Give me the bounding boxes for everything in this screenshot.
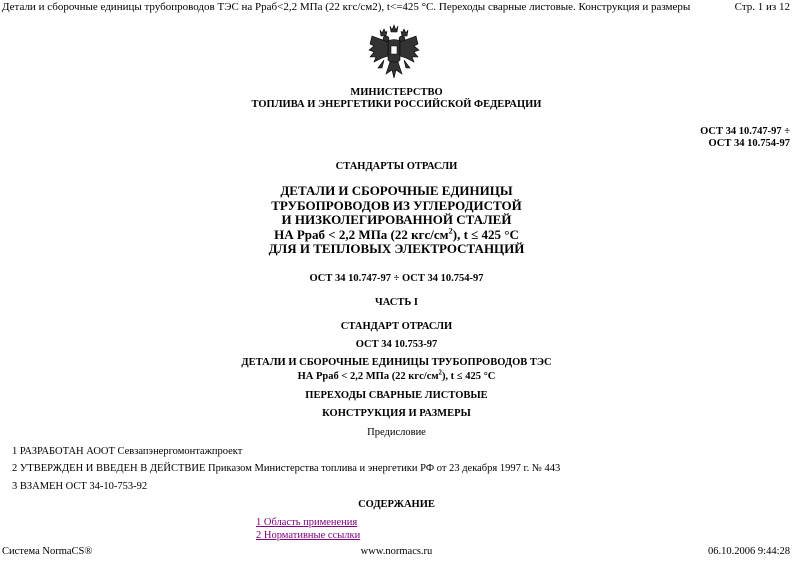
item-replaces: 3 ВЗАМЕН ОСТ 34-10-753-92 [12, 481, 148, 492]
item-approved: 2 УТВЕРЖДЕН И ВВЕДЕН В ДЕЙСТВИЕ Приказом Министерства топлива и энергетики РФ от 23 декабря 1997 г. № 443 [12, 463, 561, 474]
main-title [0, 184, 793, 257]
item-developed: 1 РАЗРАБОТАН АООТ Севзапэнергомонтажпроект [12, 446, 243, 457]
transitions-title: ПЕРЕХОДЫ СВАРНЫЕ ЛИСТОВЫЕ [305, 390, 488, 401]
main-title-line5: ДЛЯ И ТЕПЛОВЫХ ЭЛЕКТРОСТАНЦИЙ [268, 241, 525, 256]
main-title-line2: ТРУБОПРОВОДОВ ИЗ УГЛЕРОДИСТОЙ [271, 197, 522, 213]
subtitle-line2-post: ), t ≤ 425 °С [441, 371, 496, 382]
subtitle-line2-pre: НА Рраб < 2,2 МПа (22 кгс/см [297, 371, 439, 382]
coat-of-arms-icon [366, 24, 422, 82]
ministry-line2: ТОПЛИВА И ЭНЕРГЕТИКИ РОССИЙСКОЙ ФЕДЕРАЦИИ [251, 99, 542, 110]
toc-link-scope[interactable]: 1 Область применения [256, 517, 358, 528]
toc-link-references[interactable]: 2 Нормативные ссылки [256, 530, 361, 541]
table-of-contents [256, 516, 360, 542]
header-page-number: Стр. 1 из 12 [734, 1, 790, 13]
subtitle-line2-sup: 2 [438, 369, 442, 377]
standard-range: ОСТ 34 10.747-97 ÷ ОСТ 34 10.754-97 [309, 273, 484, 284]
contents-heading: СОДЕРЖАНИЕ [358, 499, 435, 510]
standards-title: СТАНДАРТЫ ОТРАСЛИ [335, 161, 458, 172]
header-title: Детали и сборочные единицы трубопроводов ТЭС на Рраб<2,2 МПа (22 кгс/см2), t<=425 °С. Переходы сварные листовые. Конструкция и размеры [2, 1, 691, 13]
construction-title: КОНСТРУКЦИЯ И РАЗМЕРЫ [322, 408, 471, 419]
preface-label: Предисловие [367, 427, 426, 438]
footer-url: www.normacs.ru [360, 546, 433, 557]
main-title-line4-pre: НА Рраб < 2,2 МПа (22 кгс/см [274, 226, 449, 242]
standard-code: ОСТ 34 10.753-97 [355, 339, 438, 350]
main-title-line4-sup: 2 [448, 225, 453, 236]
ministry-line1: МИНИСТЕРСТВО [350, 87, 443, 98]
doc-code-line1: ОСТ 34 10.747-97 ÷ [700, 126, 790, 137]
main-title-line3: И НИЗКОЛЕГИРОВАННОЙ СТАЛЕЙ [281, 212, 512, 227]
subtitle-line2 [0, 370, 793, 383]
footer-system: Система NormaCS® [2, 546, 93, 557]
doc-code [700, 126, 790, 150]
standard-label: СТАНДАРТ ОТРАСЛИ [340, 321, 453, 332]
part-label: ЧАСТЬ I [374, 297, 418, 308]
subtitle-line1: ДЕТАЛИ И СБОРОЧНЫЕ ЕДИНИЦЫ ТРУБОПРОВОДОВ ТЭС [241, 357, 552, 368]
main-title-line1: ДЕТАЛИ И СБОРОЧНЫЕ ЕДИНИЦЫ [280, 183, 513, 198]
main-title-line4-post: ), t ≤ 425 °С [452, 226, 519, 242]
doc-code-line2: ОСТ 34 10.754-97 [708, 138, 790, 149]
main-title-line4 [0, 225, 793, 243]
footer-datetime: 06.10.2006 9:44:28 [708, 546, 790, 557]
